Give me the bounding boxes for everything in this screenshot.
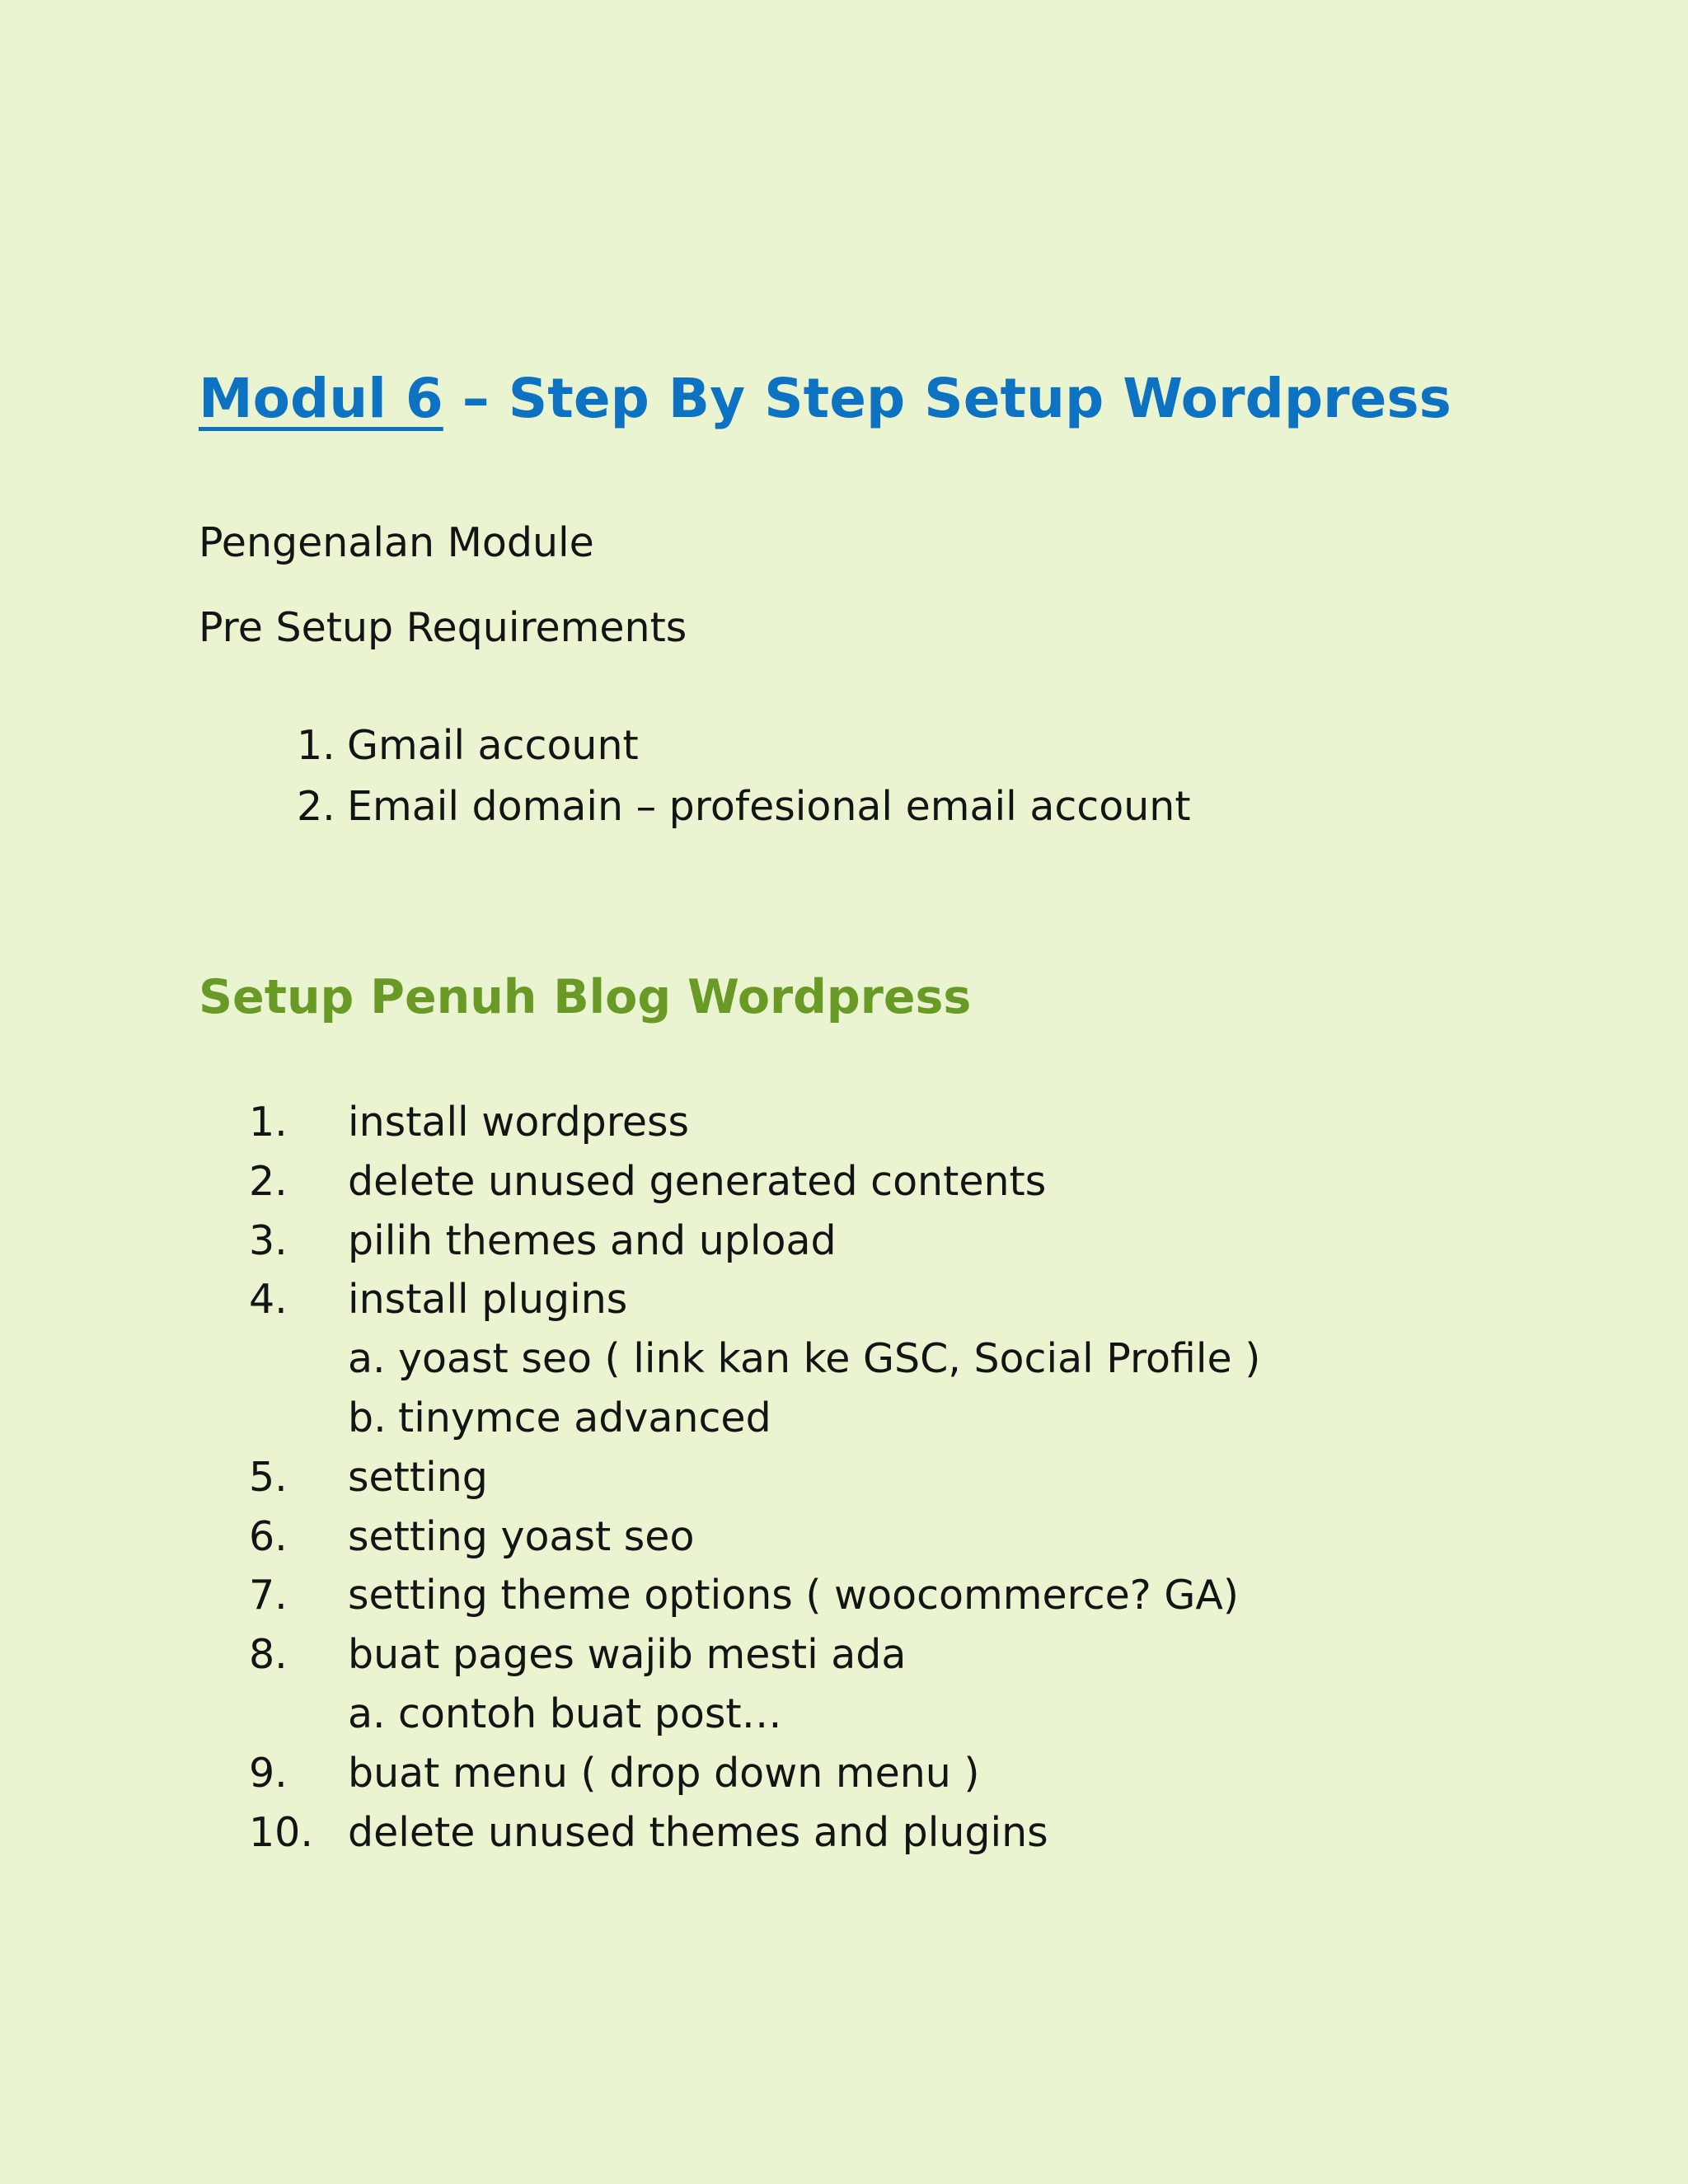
list-text: contoh buat post…	[398, 1690, 782, 1737]
title-text: – Step By Step Setup Wordpress	[443, 367, 1451, 430]
sub-list-item	[249, 1690, 1260, 1750]
list-text: setting	[348, 1453, 488, 1501]
requirements-heading: Pre Setup Requirements	[199, 604, 687, 651]
list-letter: a.	[348, 1335, 386, 1383]
module-link[interactable]: Modul 6	[199, 367, 443, 430]
list-number: 1.	[297, 722, 335, 769]
list-number: 1.	[249, 1099, 288, 1146]
list-text: setting yoast seo	[348, 1512, 695, 1560]
page-title	[199, 367, 1451, 430]
list-item	[249, 1454, 1260, 1513]
list-text: install plugins	[348, 1276, 628, 1324]
list-item	[249, 1631, 1260, 1690]
list-text: yoast seo ( link kan ke GSC, Social Profile )	[398, 1335, 1261, 1383]
list-text: buat pages wajib mesti ada	[348, 1631, 907, 1679]
list-number: 5.	[249, 1453, 288, 1501]
list-number: 2.	[249, 1157, 288, 1205]
list-item	[249, 1158, 1260, 1217]
list-number: 6.	[249, 1512, 288, 1560]
list-text: Email domain – profesional email account	[347, 783, 1191, 830]
list-number: 8.	[249, 1631, 288, 1679]
sub-list-item	[249, 1335, 1260, 1394]
setup-steps-list	[249, 1099, 1260, 1868]
list-letter: b.	[348, 1394, 387, 1441]
list-item	[249, 1750, 1260, 1809]
list-number: 2.	[297, 783, 335, 830]
list-text: Gmail account	[347, 722, 639, 769]
requirements-list	[297, 722, 1191, 844]
sub-list-item	[249, 1394, 1260, 1454]
list-text: delete unused themes and plugins	[348, 1808, 1048, 1856]
list-text: setting theme options ( woocommerce? GA)	[348, 1572, 1239, 1619]
list-item	[249, 1572, 1260, 1631]
list-item	[297, 783, 1191, 844]
list-item	[249, 1809, 1260, 1868]
list-number: 3.	[249, 1216, 288, 1264]
list-item	[249, 1513, 1260, 1572]
list-text: buat menu ( drop down menu )	[348, 1749, 980, 1797]
list-text: install wordpress	[348, 1099, 690, 1146]
list-item	[249, 1276, 1260, 1335]
list-letter: a.	[348, 1690, 386, 1737]
list-number: 9.	[249, 1749, 288, 1797]
section-heading: Setup Penuh Blog Wordpress	[199, 970, 972, 1024]
intro-text: Pengenalan Module	[199, 519, 594, 566]
list-item	[249, 1217, 1260, 1277]
list-item	[249, 1099, 1260, 1158]
list-text: delete unused generated contents	[348, 1157, 1047, 1205]
list-item	[297, 722, 1191, 783]
list-number: 7.	[249, 1572, 288, 1619]
list-number: 10.	[249, 1808, 313, 1856]
list-text: tinymce advanced	[398, 1394, 771, 1441]
list-number: 4.	[249, 1276, 288, 1324]
list-text: pilih themes and upload	[348, 1216, 837, 1264]
